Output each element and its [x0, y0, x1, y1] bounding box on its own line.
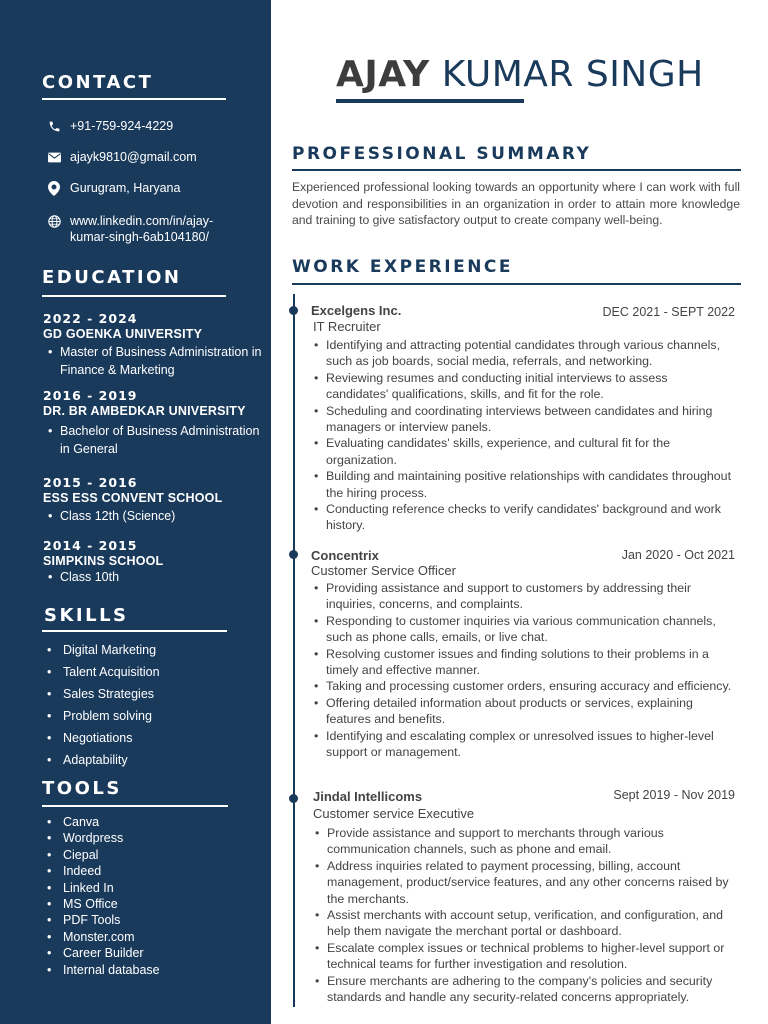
- experience-divider: [292, 283, 741, 285]
- skill-item: • Digital Marketing: [47, 641, 160, 663]
- job-bullet: • Assist merchants with account setup, verification, and configuration, and help them navigate the merchant portal or dashboard.: [313, 907, 733, 940]
- education-divider: [42, 295, 226, 297]
- contact-email: [47, 149, 197, 165]
- job-bullet: • Identifying and escalating complex or unresolved issues to higher-level support or management.: [312, 728, 732, 761]
- globe-icon: [47, 214, 61, 228]
- summary-divider: [292, 169, 741, 171]
- timeline-dot: [289, 794, 298, 803]
- job-bullet: • Address inquiries related to payment processing, billing, account management, product/service features, and any other concerns raised by the merchants.: [313, 858, 733, 907]
- tool-item: • Ciepal: [47, 847, 160, 863]
- job-bullet: • Responding to customer inquiries via various communication channels, such as phone calls, emails, or live chat.: [312, 613, 732, 646]
- job-bullet: • Building and maintaining positive relationships with candidates throughout the hiring process.: [312, 468, 732, 501]
- job-role: IT Recruiter: [313, 319, 381, 334]
- timeline-dot: [289, 306, 298, 315]
- summary-heading: PROFESSIONAL SUMMARY: [292, 144, 592, 164]
- tool-item: • Monster.com: [47, 929, 160, 945]
- job-role: Customer service Executive: [313, 806, 475, 821]
- phone-icon: [47, 119, 61, 133]
- job-bullet: • Providing assistance and support to customers by addressing their inquiries, concerns, and complaints.: [312, 580, 732, 613]
- first-name: AJAY: [336, 54, 430, 95]
- last-name: KUMAR SINGH: [441, 54, 704, 95]
- job-bullet: • Offering detailed information about products or services, explaining features and benefits.: [312, 695, 732, 728]
- tool-item: • Internal database: [47, 962, 160, 978]
- education-school: DR. BR AMBEDKAR UNIVERSITY: [43, 404, 246, 418]
- education-school: ESS ESS CONVENT SCHOOL: [43, 491, 223, 505]
- sidebar: [0, 0, 271, 1024]
- job-bullet: • Taking and processing customer orders, ensuring accuracy and efficiency.: [312, 678, 732, 694]
- education-entry: [43, 388, 265, 458]
- job-bullet: • Identifying and attracting potential candidates through various channels, such as job boards, social media, referrals, and networking.: [312, 337, 732, 370]
- education-detail: • Class 10th: [43, 568, 265, 586]
- contact-divider: [42, 98, 226, 100]
- contact-phone: [47, 118, 173, 134]
- contact-linkedin: [47, 213, 240, 245]
- job-bullet: • Reviewing resumes and conducting initial interviews to assess candidates' qualifications, skills, and fit for the role.: [312, 370, 732, 403]
- job-bullet: • Conducting reference checks to verify candidates' background and work history.: [312, 501, 732, 534]
- job-dates: Jan 2020 - Oct 2021: [621, 548, 735, 562]
- tool-item: • Wordpress: [47, 830, 160, 846]
- job-company: Excelgens Inc.: [311, 303, 402, 318]
- education-detail: • Bachelor of Business Administration in General: [43, 422, 265, 458]
- education-school: SIMPKINS SCHOOL: [43, 554, 164, 568]
- education-years: 2015 - 2016: [43, 475, 138, 490]
- education-years: 2016 - 2019: [43, 388, 138, 403]
- education-entry: [43, 538, 265, 586]
- job-bullet: • Escalate complex issues or technical problems to higher-level support or technical teams for further investigation and resolution.: [313, 940, 733, 973]
- job-dates: DEC 2021 - SEPT 2022: [602, 305, 735, 319]
- summary-text: Experienced professional looking towards an opportunity where I can work with full devotion and responsibilities in an organization in order to attain more knowledge and training to give satisfactory output to create company well-being.: [292, 180, 740, 227]
- timeline-dot: [289, 550, 298, 559]
- job-role: Customer Service Officer: [311, 563, 456, 578]
- job-company: Concentrix: [311, 548, 379, 563]
- tool-item: • Canva: [47, 814, 160, 830]
- skills-heading: SKILLS: [44, 605, 129, 626]
- education-detail: • Class 12th (Science): [43, 507, 265, 525]
- skill-item: • Problem solving: [47, 707, 160, 729]
- email-address[interactable]: ajayk9810@gmail.com: [70, 150, 197, 164]
- experience-heading: WORK EXPERIENCE: [292, 257, 514, 277]
- contact-location: [47, 180, 180, 196]
- education-heading: EDUCATION: [42, 267, 182, 288]
- job-responsibilities: [312, 580, 732, 760]
- skill-item: • Talent Acquisition: [47, 663, 160, 685]
- job-bullet: • Ensure merchants are adhering to the company's policies and security standards and handle any security-related concerns appropriately.: [313, 973, 733, 1006]
- candidate-name: [336, 54, 704, 95]
- tools-divider: [42, 805, 228, 807]
- skill-item: • Adaptability: [47, 751, 160, 773]
- education-years: 2014 - 2015: [43, 538, 138, 553]
- contact-heading: CONTACT: [42, 72, 154, 93]
- location-text: Gurugram, Haryana: [70, 181, 181, 195]
- job-bullet: • Provide assistance and support to merchants through various communication channels, such as phone and email.: [313, 825, 733, 858]
- skill-item: • Sales Strategies: [47, 685, 160, 707]
- education-years: 2022 - 2024: [43, 311, 138, 326]
- job-bullet: • Scheduling and coordinating interviews between candidates and hiring managers or interview panels.: [312, 403, 732, 436]
- education-entry: [43, 311, 265, 379]
- education-school: GD GOENKA UNIVERSITY: [43, 327, 203, 341]
- job-dates: Sept 2019 - Nov 2019: [613, 788, 735, 802]
- name-underline: [336, 99, 524, 103]
- location-pin-icon: [47, 181, 61, 195]
- job-company: Jindal Intellicoms: [313, 789, 423, 804]
- education-detail: • Master of Business Administration in Finance & Marketing: [43, 343, 265, 379]
- education-entry: [43, 475, 265, 525]
- tools-heading: TOOLS: [42, 778, 122, 799]
- job-responsibilities: [313, 825, 733, 1005]
- tool-item: • Linked In: [47, 880, 160, 896]
- timeline-line: [293, 294, 295, 1007]
- skills-divider: [42, 630, 227, 632]
- tool-item: • Career Builder: [47, 945, 160, 961]
- tool-item: • Indeed: [47, 863, 160, 879]
- envelope-icon: [47, 150, 61, 164]
- tool-item: • PDF Tools: [47, 912, 160, 928]
- job-responsibilities: [312, 337, 732, 534]
- job-bullet: • Resolving customer issues and finding solutions to their problems in a timely and effective manner.: [312, 646, 732, 679]
- skill-item: • Negotiations: [47, 729, 160, 751]
- job-bullet: • Evaluating candidates' skills, experience, and cultural fit for the organization.: [312, 435, 732, 468]
- tools-list: [47, 814, 160, 978]
- skills-list: [47, 641, 160, 773]
- tool-item: • MS Office: [47, 896, 160, 912]
- phone-number[interactable]: +91-759-924-4229: [70, 119, 174, 133]
- linkedin-url[interactable]: www.linkedin.com/in/ajay-kumar-singh-6ab104180/: [70, 214, 214, 244]
